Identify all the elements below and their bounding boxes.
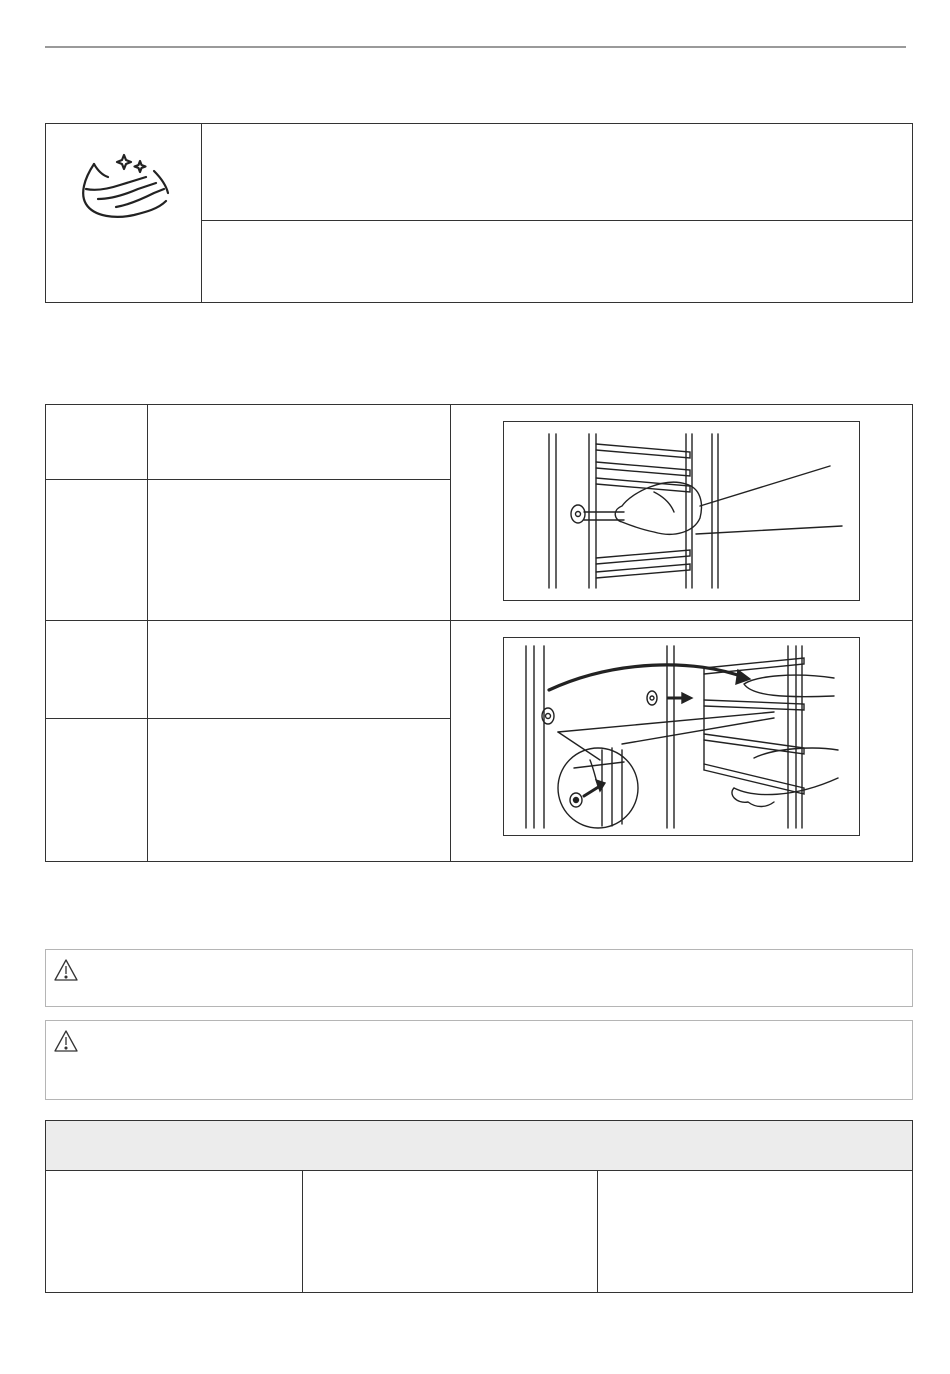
remove-shelf-support-illustration <box>503 421 860 601</box>
step-text <box>148 405 450 479</box>
care-box <box>45 123 913 303</box>
step-text <box>148 480 450 620</box>
warning-box <box>45 1020 913 1100</box>
step-number <box>46 480 147 620</box>
header-rule <box>45 46 906 48</box>
cleaning-hand-icon <box>76 149 176 239</box>
step-number <box>46 405 147 479</box>
warning-text <box>86 1021 906 1099</box>
step-text <box>148 621 450 718</box>
bottom-table <box>45 1120 913 1293</box>
bottom-table-header <box>46 1121 912 1171</box>
step-number <box>46 719 147 861</box>
warning-triangle-icon <box>53 1029 79 1053</box>
care-row-1 <box>202 124 912 220</box>
care-icon-cell <box>46 124 201 302</box>
warning-triangle-icon <box>53 958 79 982</box>
bottom-table-cell <box>46 1171 302 1292</box>
care-row-2 <box>202 221 912 302</box>
warning-box <box>45 949 913 1007</box>
bottom-table-cell <box>303 1171 597 1292</box>
col-divider-2 <box>450 405 451 861</box>
bottom-table-cell <box>598 1171 912 1292</box>
step-text <box>148 719 450 861</box>
install-shelf-support-illustration <box>503 637 860 836</box>
warning-text <box>86 950 906 1006</box>
step-number <box>46 621 147 718</box>
shelf-steps-table <box>45 404 913 862</box>
